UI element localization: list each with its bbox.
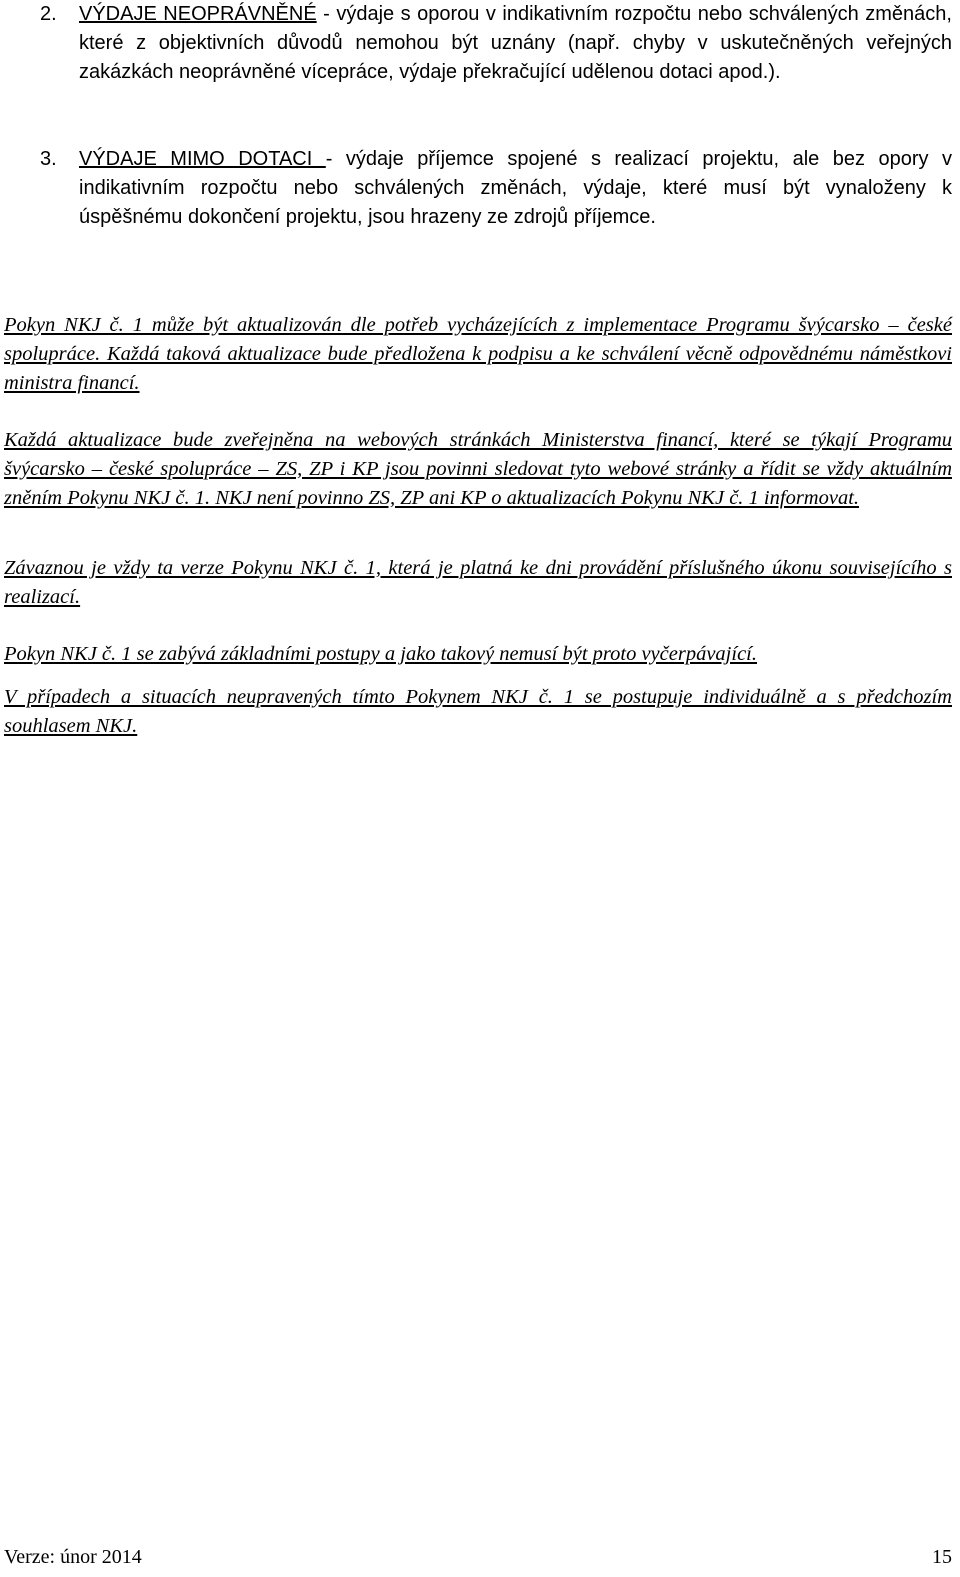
footer-version: Verze: únor 2014 bbox=[4, 1546, 142, 1568]
list-item-body bbox=[79, 145, 952, 232]
list-item-body bbox=[79, 0, 952, 87]
paragraph-update-note: Pokyn NKJ č. 1 může být aktualizován dle potřeb vycházejících z implementace Programu švýcarsko – české spolupráce. Každá taková aktualizace bude předložena k podpisu a ke schválení věcně odpovědnému náměstkovi ministra financí. bbox=[4, 313, 952, 394]
list-term: VÝDAJE MIMO DOTACI bbox=[79, 148, 326, 170]
list-number: 3. bbox=[40, 148, 57, 170]
list-text: - výdaje s oporou v indikativním rozpočtu nebo schválených změnách, které z objektivních důvodů nemohou být uznány (např. chyby v uskutečněných veřejných zakázkách neoprávněné vícepráce, výdaje překračující udělenou dotaci apod.). bbox=[79, 3, 952, 83]
paragraph-binding-version: Závaznou je vždy ta verze Pokynu NKJ č. 1, která je platná ke dni provádění příslušného úkonu souvisejícího s realizací. bbox=[4, 556, 952, 608]
list-item-vydaje-mimo-dotaci bbox=[40, 145, 952, 232]
list-number: 2. bbox=[40, 3, 57, 25]
list-item-neopravnene-vydaje bbox=[40, 0, 952, 87]
paragraph-publication: Každá aktualizace bude zveřejněna na webových stránkách Ministerstva financí, které se týkají Programu švýcarsko – české spolupráce – ZS, ZP i KP jsou povinni sledovat tyto webové stránky a řídit se vždy aktuálním zněním Pokynu NKJ č. 1. NKJ není povinno ZS, ZP ani KP o aktualizacích Pokynu NKJ č. 1 informovat. bbox=[4, 428, 952, 509]
paragraph-scope: Pokyn NKJ č. 1 se zabývá základními postupy a jako takový nemusí být proto vyčerpávající. bbox=[4, 642, 757, 665]
list-term: VÝDAJE NEOPRÁVNĚNÉ bbox=[79, 3, 317, 25]
paragraph-individual-cases: V případech a situacích neupravených tímto Pokynem NKJ č. 1 se postupuje individuálně a s předchozím souhlasem NKJ. bbox=[4, 685, 952, 737]
page-number: 15 bbox=[932, 1546, 952, 1568]
list-text: - výdaje příjemce spojené s realizací projektu, ale bez opory v indikativním rozpočtu nebo schválených změnách, výdaje, které musí být vynaloženy k úspěšnému dokončení projektu, jsou hrazeny ze zdrojů příjemce. bbox=[79, 148, 953, 228]
